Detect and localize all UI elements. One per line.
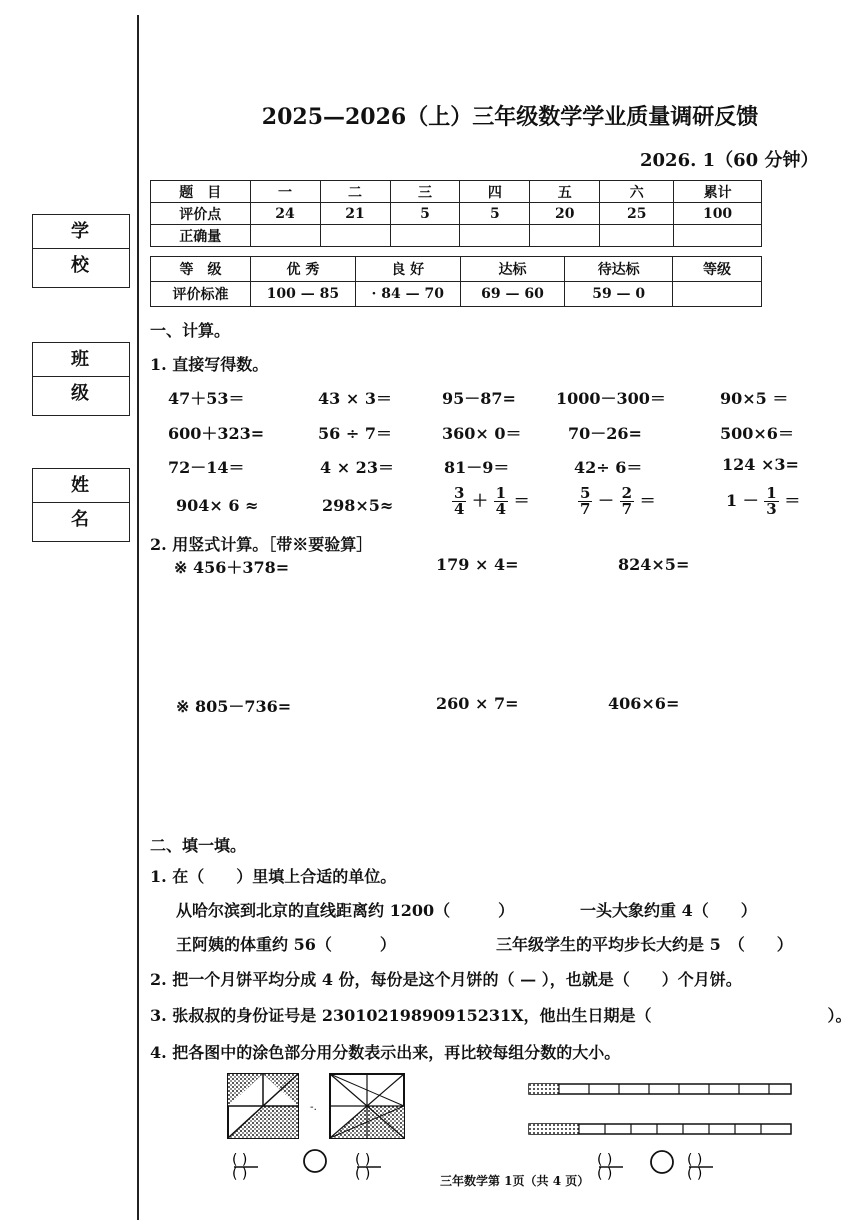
fill-q1: 1. 在（ ）里填上合适的单位。 — [150, 867, 397, 886]
oral-problem: 95－87= — [442, 389, 516, 408]
shaded-square-figures — [220, 1070, 420, 1180]
svg-text:-.: -. — [310, 1102, 317, 1113]
oral-problem: 56 ÷ 7＝ — [318, 424, 392, 443]
table-row — [151, 181, 762, 203]
table-cell: 良 好 — [355, 257, 460, 282]
table-cell: 三 — [390, 181, 460, 203]
table-cell: 21 — [320, 203, 390, 225]
oral-problem: 1000－300＝ — [556, 389, 666, 408]
table-row — [151, 225, 762, 247]
oral-problem: 124 ×3= — [722, 455, 799, 474]
table-cell: 五 — [530, 181, 600, 203]
table-cell[interactable] — [320, 225, 390, 247]
table-cell: 24 — [250, 203, 320, 225]
fraction-problem: $\frac{3}{4}$ ＋ $\frac{1}{4}$ ＝ — [454, 484, 530, 518]
fill-q3: 3. 张叔叔的身份证号是 23010219890915231X，他出生日期是（ ）。 — [150, 1006, 852, 1025]
svg-text:( ): ( ) — [232, 1166, 248, 1180]
table-cell: 25 — [600, 203, 674, 225]
table-cell: 正确量 — [151, 225, 251, 247]
vertical-problem: ※ 456＋378= — [174, 558, 290, 577]
q1-title: 1. 直接写得数。 — [150, 355, 269, 374]
score-table — [150, 180, 762, 247]
fill-q4: 4. 把各图中的涂色部分用分数表示出来，再比较每组分数的大小。 — [150, 1043, 621, 1062]
fraction-problem: $\frac{5}{7}$ － $\frac{2}{7}$ ＝ — [580, 484, 656, 518]
svg-text:( ): ( ) — [687, 1152, 703, 1168]
svg-text:( ): ( ) — [355, 1166, 371, 1180]
table-row — [151, 203, 762, 225]
table-cell[interactable] — [600, 225, 674, 247]
table-cell: 累计 — [674, 181, 762, 203]
oral-problem: 42÷ 6＝ — [574, 458, 643, 477]
vertical-problem: 179 × 4= — [436, 555, 519, 574]
table-cell: 20 — [530, 203, 600, 225]
oral-problem: 360× 0＝ — [442, 424, 522, 443]
oral-problem: 43 × 3＝ — [318, 389, 392, 408]
q2-title: 2. 用竖式计算。［带※要验算］ — [150, 535, 373, 554]
table-row — [151, 257, 762, 282]
svg-text:( ): ( ) — [355, 1152, 371, 1168]
table-cell: 59 — 0 — [565, 282, 673, 307]
table-cell: 四 — [460, 181, 530, 203]
table-row — [151, 282, 762, 307]
table-cell[interactable] — [530, 225, 600, 247]
table-cell: 优 秀 — [250, 257, 355, 282]
table-cell: 题 目 — [151, 181, 251, 203]
oral-problem: 47＋53＝ — [168, 389, 245, 408]
section1-heading: 一、计算。 — [150, 321, 231, 340]
oral-problem: 90×5 ＝ — [720, 389, 789, 408]
class-box — [32, 342, 130, 416]
table-cell[interactable] — [460, 225, 530, 247]
class-label: 班 级 — [33, 343, 129, 377]
table-cell[interactable] — [674, 225, 762, 247]
table-cell: 六 — [600, 181, 674, 203]
table-cell: 评价点 — [151, 203, 251, 225]
estimate-problem: 298×5≈ — [322, 496, 394, 515]
table-cell: 100 — [674, 203, 762, 225]
name-label: 姓 名 — [33, 469, 129, 503]
fill-q2: 2. 把一个月饼平均分成 4 份，每份是这个月饼的（ — ），也就是（ ）个月饼。 — [150, 970, 742, 989]
table-cell: 等级 — [673, 257, 762, 282]
shaded-strip-figures — [525, 1076, 795, 1186]
oral-problem: 500×6＝ — [720, 424, 794, 443]
table-cell: 5 — [460, 203, 530, 225]
vertical-problem: 824×5= — [618, 555, 690, 574]
fill-item: 从哈尔滨到北京的直线距离约 1200（ ） — [176, 901, 515, 920]
oral-problem: 70－26= — [568, 424, 642, 443]
binding-line — [137, 15, 139, 1220]
svg-text:( ): ( ) — [687, 1166, 703, 1182]
svg-text:( ): ( ) — [597, 1152, 613, 1168]
table-cell: 二 — [320, 181, 390, 203]
vertical-problem: 406×6= — [608, 694, 680, 713]
table-cell[interactable] — [390, 225, 460, 247]
table-cell: 100 — 85 — [250, 282, 355, 307]
table-cell: 待达标 — [565, 257, 673, 282]
table-cell[interactable] — [250, 225, 320, 247]
school-box — [32, 214, 130, 288]
table-cell: 评价标准 — [151, 282, 251, 307]
page-title: 2025—2026（上）三年级数学学业质量调研反馈 — [261, 104, 759, 130]
svg-text:( ): ( ) — [232, 1152, 248, 1168]
table-cell: 69 — 60 — [460, 282, 565, 307]
vertical-problem: ※ 805－736= — [176, 697, 292, 716]
svg-text:( ): ( ) — [597, 1166, 613, 1182]
page-footer: 三年数学第 1页（共 4 页） — [440, 1174, 590, 1188]
table-cell: 一 — [250, 181, 320, 203]
name-box — [32, 468, 130, 542]
fill-item: 一头大象约重 4（ ） — [580, 901, 757, 920]
oral-problem: 4 × 23＝ — [320, 458, 394, 477]
table-cell: 等 级 — [151, 257, 251, 282]
school-label: 学 校 — [33, 215, 129, 249]
estimate-problem: 904× 6 ≈ — [176, 496, 259, 515]
section2-heading: 二、填一填。 — [150, 836, 247, 855]
table-cell: 5 — [390, 203, 460, 225]
exam-date: 2026. 1（60 分钟） — [640, 150, 819, 171]
vertical-problem: 260 × 7= — [436, 694, 519, 713]
table-cell[interactable] — [673, 282, 762, 307]
oral-problem: 81－9＝ — [444, 458, 510, 477]
grade-table — [150, 256, 762, 307]
fill-item: 王阿姨的体重约 56（ ） — [176, 935, 396, 954]
table-cell: · 84 — 70 — [355, 282, 460, 307]
fraction-problem: 1 － $\frac{1}{3}$ ＝ — [726, 484, 801, 518]
table-cell: 达标 — [460, 257, 565, 282]
fill-item: 三年级学生的平均步长大约是 5 （ ） — [496, 935, 793, 954]
oral-problem: 600＋323= — [168, 424, 265, 443]
oral-problem: 72－14＝ — [168, 458, 245, 477]
